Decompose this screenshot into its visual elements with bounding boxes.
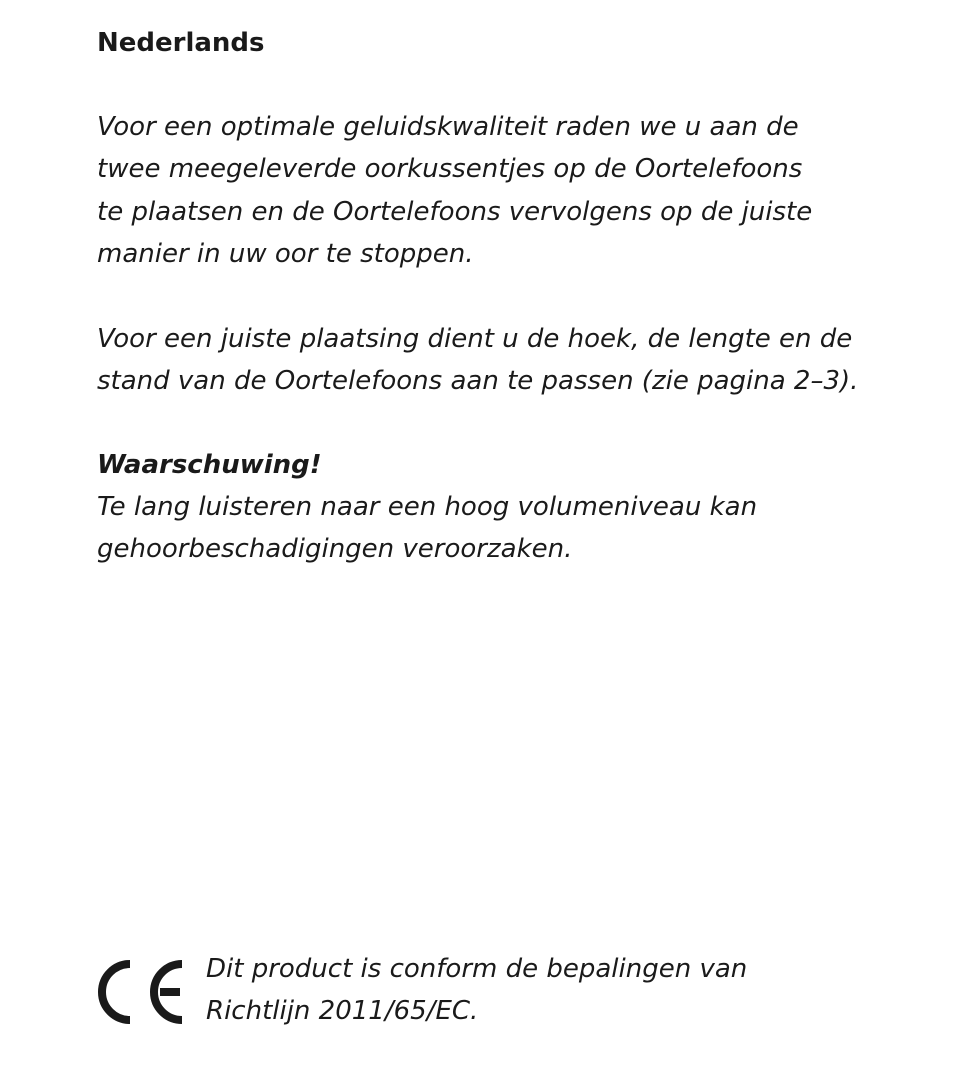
text-line: te plaatsen en de Oortelefoons vervolgens op de juiste	[97, 196, 813, 227]
text-line: Voor een optimale geluidskwaliteit raden we u aan de	[97, 112, 799, 142]
compliance-block	[96, 948, 916, 1038]
ce-mark-icon	[96, 960, 184, 1024]
warning-text	[97, 486, 917, 571]
text-line: Te lang luisteren naar een hoog volumeniveau kan	[97, 492, 758, 522]
text-line: Voor een juiste plaatsing dient u de hoek, de lengte en de	[97, 324, 853, 354]
compliance-text	[206, 948, 747, 1033]
section-heading: Nederlands	[97, 28, 265, 58]
warning-title: Waarschuwing!	[97, 450, 322, 480]
text-line: stand van de Oortelefoons aan te passen (zie pagina 2–3).	[97, 366, 859, 397]
earpad-instructions-paragraph	[97, 106, 917, 275]
text-line: twee meegeleverde oorkussentjes op de Oortelefoons	[97, 154, 803, 185]
text-line: gehoorbeschadigingen veroorzaken.	[97, 534, 573, 565]
text-line: manier in uw oor te stoppen.	[97, 238, 474, 269]
text-line: Richtlijn 2011/65/EC.	[206, 996, 479, 1027]
text-line: Dit product is conform de bepalingen van	[206, 954, 748, 984]
fit-instructions-paragraph	[97, 318, 917, 403]
